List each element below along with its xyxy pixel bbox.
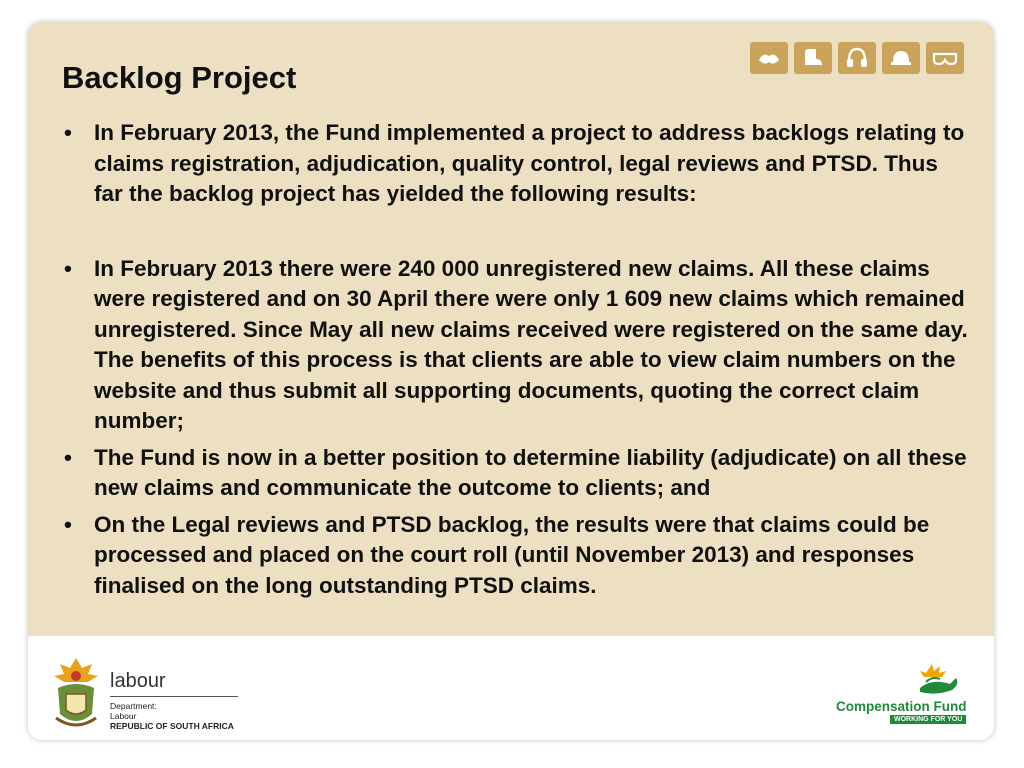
bullet-text: In February 2013 there were 240 000 unregistered new claims. All these claims were registered and on 30 April there were only 1 609 new claims which remained unregistered. Since May all new claims received were registered on the same day. The benefits of this process is that clients are able to view claim numbers on the website and thus submit all supporting documents, quoting the correct claim number; [94, 255, 968, 433]
bullet-item [60, 118, 970, 210]
divider [110, 696, 238, 697]
coat-of-arms-logo [46, 654, 106, 732]
bullet-text: In February 2013, the Fund implemented a project to address backlogs relating to claims registration, adjudication, quality control, legal reviews and PTSD. Thus far the backlog project has yielded the following results: [94, 120, 965, 206]
department-name: Labour [110, 711, 137, 721]
bullet-text: The Fund is now in a better position to determine liability (adjudicate) on all these new claims and communicate the outcome to clients; and [94, 444, 967, 500]
bullet-item [60, 254, 970, 437]
bullet-item [60, 510, 970, 602]
hands-icon [750, 42, 788, 74]
labour-wordmark: labour [110, 670, 166, 692]
slide-title: Backlog Project [62, 60, 297, 95]
ear-protection-icon [838, 42, 876, 74]
bullet-item [60, 443, 970, 504]
safety-goggles-icon [926, 42, 964, 74]
bullet-marker: • [64, 120, 72, 145]
boot-icon [794, 42, 832, 74]
compensation-fund-tagline: WORKING FOR YOU [890, 715, 966, 724]
compensation-fund-emblem [834, 662, 979, 698]
bullet-text: On the Legal reviews and PTSD backlog, the results were that claims could be processed and placed on the court roll (until November 2013) and responses finalised on the long outstanding PTSD claims. [94, 511, 930, 598]
department-label: Department: [110, 701, 157, 711]
country-name: REPUBLIC OF SOUTH AFRICA [110, 721, 234, 731]
bullet-marker: • [64, 255, 72, 281]
bullet-marker: • [64, 444, 72, 470]
department-of-labour-logo [110, 670, 238, 731]
bullet-marker: • [64, 511, 72, 537]
hard-hat-icon [882, 42, 920, 74]
slide [28, 22, 994, 740]
header-icon-strip [750, 42, 964, 74]
bullet-list [60, 118, 970, 601]
compensation-fund-name: Compensation Fund [836, 699, 967, 714]
